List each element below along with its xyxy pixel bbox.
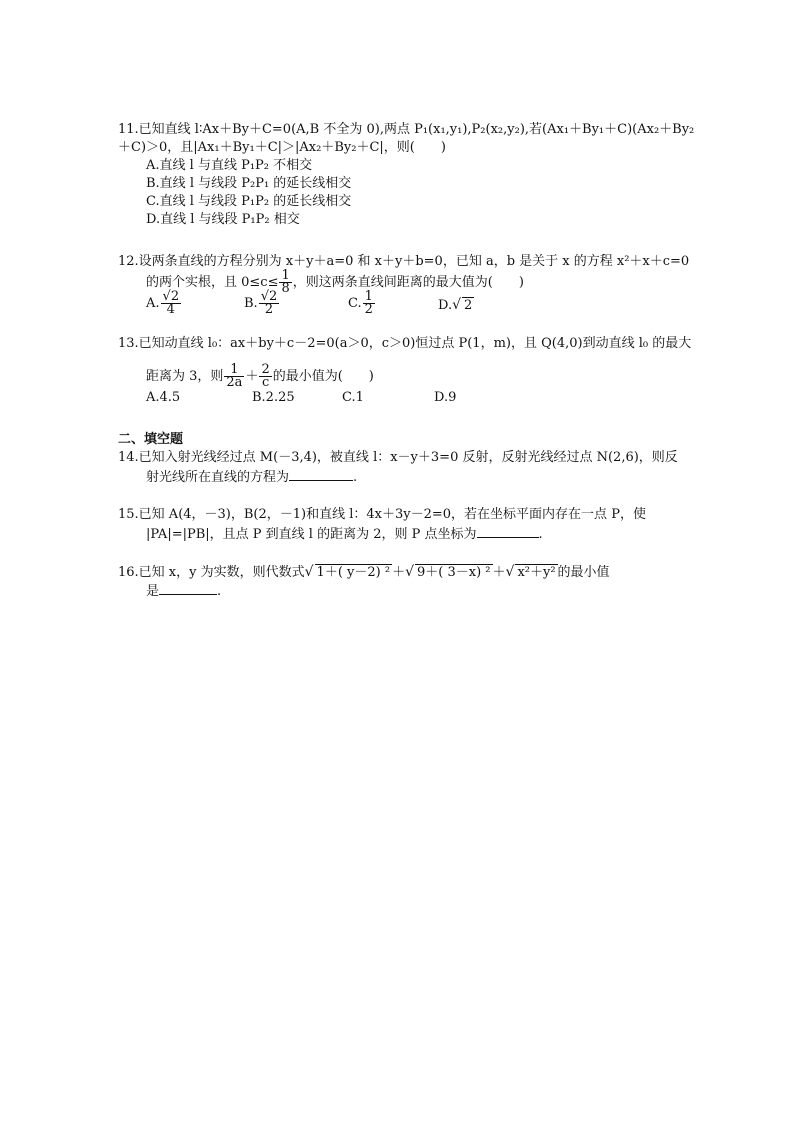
sqrt-sign-icon: √ (452, 297, 462, 313)
q16-period: . (217, 584, 222, 599)
q12-stem-line1: 12.设两条直线的方程分别为 x＋y＋a=0 和 x＋y＋b=0，已知 a，b 是关于 x 的方程 x²＋x＋c=0 (118, 254, 690, 269)
section-heading-fill-in: 二、填空题 (118, 432, 184, 447)
option-fraction (161, 291, 182, 316)
frac-numerator: 1 (281, 268, 290, 283)
option-label: B. (244, 296, 258, 311)
q14-period: . (353, 470, 358, 485)
q16-stem-post: 的最小值 (557, 565, 610, 580)
q14-stem-line1: 14.已知入射光线经过点 M(－3,4)，被直线 l：x－y＋3=0 反射，反射光线经过点 N(2,6)，则反 (118, 450, 678, 465)
q16-stem-pre: 16.已知 x，y 为实数，则代数式 (118, 565, 305, 580)
frac-numerator: 2 (261, 362, 270, 377)
plus-sign: ＋ (492, 565, 506, 580)
q13-stem-line2-pre: 距离为 3，则 (146, 369, 224, 384)
q11-option-a: A.直线 l 与直线 P₁P₂ 不相交 (146, 158, 313, 173)
sqrt-sign-icon: √ (405, 564, 414, 580)
frac-denominator: 2 (264, 302, 274, 317)
sqrt-sign-icon: √ (505, 564, 515, 580)
sqrt-radicand: 2 (464, 298, 473, 313)
option-label: D. (438, 298, 453, 313)
frac-numerator: √2 (260, 289, 278, 304)
frac-denominator: 4 (166, 302, 175, 317)
q11-option-c: C.直线 l 与线段 P₁P₂ 的延长线相交 (146, 194, 352, 209)
q16-stem-line2-text: 是 (146, 584, 160, 599)
frac-denominator: c (261, 375, 270, 390)
frac-numerator: 1 (364, 289, 373, 304)
q16-radicand-2: 9＋( 3－x) ² (417, 565, 491, 580)
q13-stem-line2-post: 的最小值为( ) (272, 369, 374, 384)
q12-option-b (244, 291, 280, 316)
q11-option-b: B.直线 l 与线段 P₂P₁ 的延长线相交 (146, 176, 352, 191)
q11-stem-line1: 11.已知直线 l∶Ax＋By＋C=0(A,B 不全为 0),两点 P₁(x₁,y₁),P₂(x₂,y₂),若(Ax₁＋By₁＋C)(Ax₂＋By₂ (118, 122, 695, 137)
q11-option-d: D.直线 l 与线段 P₁P₂ 相交 (146, 212, 300, 227)
q12-option-d (438, 297, 474, 314)
q15-period: . (538, 527, 543, 542)
q12-option-c (348, 291, 376, 316)
plus-sign: ＋ (392, 565, 406, 580)
sqrt-sign-icon: √ (304, 564, 314, 580)
plus-sign: ＋ (245, 369, 259, 384)
frac-denominator: 2a (226, 375, 243, 390)
frac-denominator: 2 (364, 302, 373, 317)
q15-answer-blank[interactable] (477, 525, 539, 538)
q16-stem-line1 (118, 564, 610, 581)
option-fraction (363, 291, 375, 316)
q12-stem-line2-post: ，则这两条直线间距离的最大值为( ) (292, 275, 524, 290)
q16-answer-blank[interactable] (159, 582, 217, 595)
q16-radicand-1: 1＋( y－2) ² (316, 565, 391, 580)
q11-stem-line2: ＋C)＞0，且|Ax₁＋By₁＋C|＞|Ax₂＋By₂＋C|，则( ) (118, 140, 446, 155)
q15-stem-line2 (146, 525, 543, 543)
q12-fraction-one-eighth (279, 270, 291, 295)
q13-fraction-1-over-2a (224, 364, 244, 389)
q13-fraction-2-over-c (259, 364, 271, 389)
q12-option-a (146, 291, 182, 316)
q14-stem-line2-text: 射光线所在直线的方程为 (146, 470, 290, 485)
q12-stem-line2 (146, 270, 524, 295)
frac-denominator: 8 (281, 281, 290, 296)
q14-stem-line2 (146, 468, 357, 486)
q12-stem-line2-pre: 的两个实根，且 0≤c≤ (146, 275, 279, 290)
q13-stem-line1: 13.已知动直线 l₀：ax＋by＋c－2=0(a＞0，c＞0)恒过点 P(1，m)，且 Q(4,0)到动直线 l₀ 的最大 (118, 336, 692, 351)
q13-stem-line2 (146, 364, 374, 389)
q13-option-b: B.2.25 (252, 390, 295, 405)
q13-option-c: C.1 (342, 390, 364, 405)
q14-answer-blank[interactable] (289, 468, 353, 481)
frac-numerator: 1 (224, 364, 244, 377)
q13-option-d: D.9 (434, 390, 457, 405)
option-label: A. (146, 296, 160, 311)
option-label: C. (348, 296, 362, 311)
q16-stem-line2 (146, 582, 221, 600)
q13-option-a: A.4.5 (146, 390, 181, 405)
frac-numerator: √2 (162, 289, 180, 304)
q16-radicand-3: x²＋y² (517, 565, 556, 580)
q15-stem-line2-text: |PA|=|PB|，且点 P 到直线 l 的距离为 2，则 P 点坐标为 (146, 527, 477, 542)
option-fraction (259, 291, 280, 316)
q15-stem-line1: 15.已知 A(4，－3)，B(2，－1)和直线 l：4x＋3y－2=0，若在坐标平面内存在一点 P，使 (118, 507, 646, 522)
